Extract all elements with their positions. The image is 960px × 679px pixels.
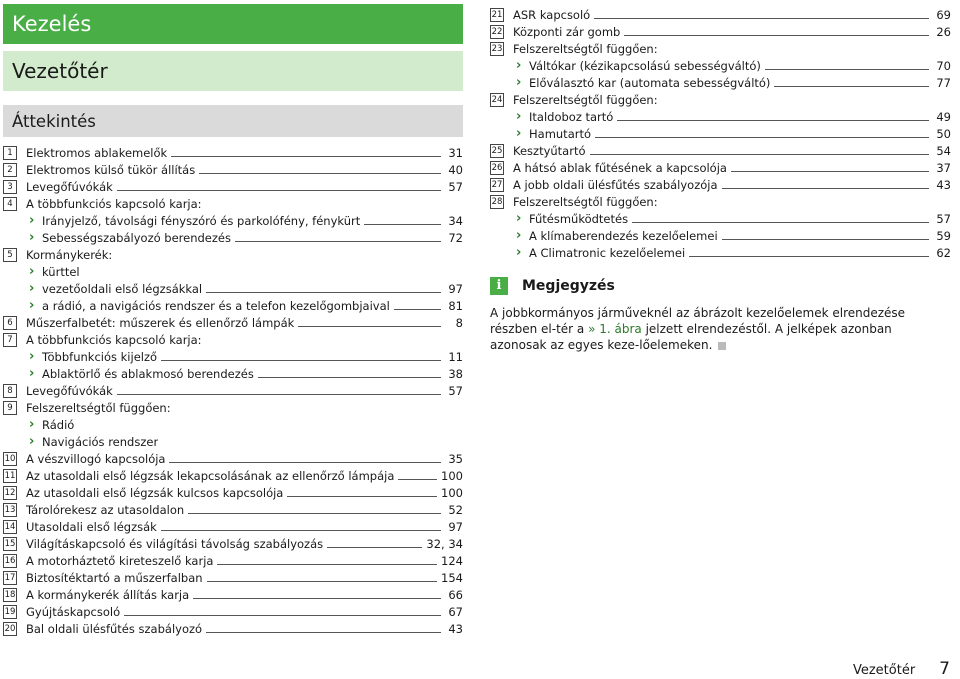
page-ref: 49 <box>936 110 951 124</box>
item-number: 27 <box>491 179 503 190</box>
toc-row[interactable] <box>490 6 951 23</box>
note-text-after: jelzett elrendezéstől. A jelképek azonban azonosak az egyes keze-lőelemeken. <box>490 322 892 352</box>
toc-item-label: Az utasoldali első légzsák kulcsos kapcsolója <box>26 486 284 500</box>
toc-row[interactable] <box>3 552 463 569</box>
toc-row[interactable] <box>3 586 463 603</box>
toc-item-label: Elektromos külső tükör állítás <box>26 163 196 177</box>
toc-row[interactable] <box>490 244 951 261</box>
dot-leader <box>398 479 437 480</box>
toc-item-label: Levegőfúvókák <box>26 384 113 398</box>
toc-item-label: A hátsó ablak fűtésének a kapcsolója <box>513 161 727 175</box>
toc-row[interactable] <box>490 159 951 176</box>
toc-row[interactable] <box>3 280 463 297</box>
section-header <box>3 4 463 44</box>
item-number: 17 <box>4 572 16 583</box>
toc-subitem-label: › Navigációs rendszer <box>26 435 158 450</box>
toc-row[interactable] <box>3 195 463 212</box>
page-ref: 97 <box>448 282 463 296</box>
note-text-before: A jobbkormányos járműveknél az ábrázolt kezelőelemek elrendezése részben el-tér a <box>490 306 906 336</box>
toc-subitem-label: › vezetőoldali első légzsákkal <box>26 282 202 297</box>
right-column <box>490 6 951 353</box>
item-number: 25 <box>491 145 503 156</box>
toc-row[interactable] <box>490 108 951 125</box>
dot-leader <box>78 428 441 429</box>
toc-item-label: Felszereltségtől függően: <box>513 195 658 209</box>
toc-list-right <box>490 6 951 261</box>
toc-row[interactable] <box>3 603 463 620</box>
toc-subitem-label: › kürttel <box>26 265 80 280</box>
dot-leader <box>722 239 929 240</box>
dot-leader <box>364 224 441 225</box>
overview-header <box>3 105 463 137</box>
toc-row[interactable] <box>490 193 951 210</box>
item-number <box>490 59 504 73</box>
toc-row[interactable] <box>3 535 463 552</box>
page-ref: 52 <box>448 503 463 517</box>
page-ref: 97 <box>448 520 463 534</box>
item-number: 28 <box>491 196 503 207</box>
item-number <box>3 418 17 432</box>
toc-row[interactable] <box>3 518 463 535</box>
page-ref: 66 <box>448 588 463 602</box>
page-ref: 77 <box>936 76 951 90</box>
page-ref: 72 <box>448 231 463 245</box>
dot-leader <box>617 120 929 121</box>
item-number: 3 <box>3 180 17 194</box>
toc-item-label: Világításkapcsoló és világítási távolság szabályozás <box>26 537 324 551</box>
toc-row[interactable] <box>3 501 463 518</box>
left-column <box>3 4 463 637</box>
toc-item-label: Műszerfalbetét: műszerek és ellenőrző lámpák <box>26 316 295 330</box>
item-number: 19 <box>4 606 16 617</box>
dot-leader <box>298 326 441 327</box>
item-number: 13 <box>4 504 16 515</box>
page-ref: 43 <box>936 178 951 192</box>
page-ref: 43 <box>448 622 463 636</box>
dot-leader <box>206 632 441 633</box>
toc-row[interactable] <box>3 263 463 280</box>
page-footer <box>853 659 950 679</box>
toc-item-label: A kormánykerék állítás karja <box>26 588 190 602</box>
dot-leader <box>217 564 437 565</box>
dot-leader <box>689 256 929 257</box>
toc-item-label: Az utasoldali első légzsák lekapcsolásának az ellenőrző lámpája <box>26 469 395 483</box>
dot-leader <box>161 530 441 531</box>
page-ref: 50 <box>936 127 951 141</box>
toc-subitem-label: › A klímaberendezés kezelőelemei <box>513 229 718 244</box>
toc-row[interactable] <box>3 212 463 229</box>
dot-leader <box>774 86 929 87</box>
item-number: 4 <box>3 197 17 211</box>
toc-item-label: A vészvillogó kapcsolója <box>26 452 166 466</box>
dot-leader <box>171 156 441 157</box>
toc-row[interactable] <box>3 348 463 365</box>
page-ref: 8 <box>455 316 463 330</box>
note-header <box>490 277 951 295</box>
dot-leader <box>117 394 441 395</box>
toc-row[interactable] <box>3 416 463 433</box>
toc-item-label: Felszereltségtől függően: <box>513 93 658 107</box>
item-number <box>3 265 17 279</box>
item-number <box>3 367 17 381</box>
toc-subitem-label: › Ablaktörlő és ablakmosó berendezés <box>26 367 254 382</box>
page-ref: 100 <box>441 486 463 500</box>
page-ref: 57 <box>448 384 463 398</box>
page-number: 7 <box>939 659 950 679</box>
section-title: Kezelés <box>12 12 92 36</box>
page-ref: 124 <box>441 554 463 568</box>
toc-row[interactable] <box>490 40 951 57</box>
item-number <box>3 214 17 228</box>
overview-title: Áttekintés <box>12 111 96 131</box>
figure-link[interactable]: » 1. ábra <box>588 322 642 336</box>
toc-item-label: Kesztyűtartó <box>513 144 586 158</box>
item-number <box>490 246 504 260</box>
dot-leader <box>188 513 441 514</box>
dot-leader <box>235 241 441 242</box>
page-ref: 32, 34 <box>426 537 463 551</box>
toc-item-label: A többfunkciós kapcsoló karja: <box>26 333 202 347</box>
dot-leader <box>161 360 441 361</box>
item-number <box>3 282 17 296</box>
item-number: 12 <box>4 487 16 498</box>
item-number <box>490 110 504 124</box>
dot-leader <box>169 462 441 463</box>
dot-leader <box>624 35 929 36</box>
item-number <box>3 299 17 313</box>
dot-leader <box>662 205 929 206</box>
toc-item-label: Bal oldali ülésfűtés szabályozó <box>26 622 203 636</box>
toc-subitem-label: › Sebességszabályozó berendezés <box>26 231 231 246</box>
page-ref: 62 <box>936 246 951 260</box>
dot-leader <box>124 615 441 616</box>
item-number: 7 <box>3 333 17 347</box>
page-ref: 37 <box>936 161 951 175</box>
toc-item-label: Kormánykerék: <box>26 248 113 262</box>
dot-leader <box>258 377 441 378</box>
dot-leader <box>199 173 441 174</box>
page-ref: 67 <box>448 605 463 619</box>
item-number: 21 <box>491 9 503 20</box>
toc-subitem-label: › Rádió <box>26 418 74 433</box>
page-ref: 100 <box>441 469 463 483</box>
item-number: 15 <box>4 538 16 549</box>
dot-leader <box>206 343 441 344</box>
dot-leader <box>117 190 441 191</box>
toc-item-label: Gyújtáskapcsoló <box>26 605 121 619</box>
page-ref: 154 <box>441 571 463 585</box>
item-number: 1 <box>3 146 17 160</box>
item-number: 24 <box>491 94 503 105</box>
page-ref: 59 <box>936 229 951 243</box>
dot-leader <box>84 275 441 276</box>
page-ref: 11 <box>448 350 463 364</box>
toc-subitem-label: › A Climatronic kezelőelemei <box>513 246 685 261</box>
toc-item-label: Központi zár gomb <box>513 25 621 39</box>
toc-item-label: A motorháztető kireteszelő karja <box>26 554 214 568</box>
item-number: 22 <box>491 26 503 37</box>
page-ref: 81 <box>448 299 463 313</box>
toc-row[interactable] <box>3 433 463 450</box>
toc-row[interactable] <box>3 144 463 161</box>
item-number: 16 <box>4 555 16 566</box>
toc-item-label: Levegőfúvókák <box>26 180 113 194</box>
toc-item-label: Elektromos ablakemelők <box>26 146 168 160</box>
page-ref: 54 <box>936 144 951 158</box>
toc-row[interactable] <box>3 297 463 314</box>
toc-row[interactable] <box>3 178 463 195</box>
item-number: 8 <box>3 384 17 398</box>
dot-leader <box>722 188 929 189</box>
dot-leader <box>207 581 438 582</box>
dot-leader <box>394 309 441 310</box>
dot-leader <box>662 103 929 104</box>
toc-subitem-label: › Italdoboz tartó <box>513 110 613 125</box>
page-ref: 40 <box>448 163 463 177</box>
toc-row[interactable] <box>490 57 951 74</box>
toc-row[interactable] <box>3 620 463 637</box>
dot-leader <box>206 292 441 293</box>
toc-subitem-label: › Fűtésműködtetés <box>513 212 628 227</box>
note-text <box>490 305 945 353</box>
toc-row[interactable] <box>3 399 463 416</box>
toc-subitem-label: › a rádió, a navigációs rendszer és a telefon kezelőgombjaival <box>26 299 390 314</box>
end-marker-icon <box>718 342 726 350</box>
toc-row[interactable] <box>490 23 951 40</box>
item-number <box>490 76 504 90</box>
toc-row[interactable] <box>490 227 951 244</box>
footer-title: Vezetőtér <box>852 663 916 678</box>
page-ref: 34 <box>448 214 463 228</box>
toc-row[interactable] <box>3 450 463 467</box>
page-ref: 57 <box>448 180 463 194</box>
toc-row[interactable] <box>3 467 463 484</box>
dot-leader <box>731 171 929 172</box>
item-number: 9 <box>3 401 17 415</box>
dot-leader <box>287 496 437 497</box>
toc-item-label: A többfunkciós kapcsoló karja: <box>26 197 202 211</box>
item-number <box>490 127 504 141</box>
dot-leader <box>765 69 929 70</box>
item-number: 11 <box>4 470 16 481</box>
dot-leader <box>590 154 929 155</box>
toc-row[interactable] <box>490 74 951 91</box>
toc-subitem-label: › Váltókar (kézikapcsolású sebességváltó) <box>513 59 761 74</box>
page-ref: 31 <box>448 146 463 160</box>
page-ref: 57 <box>936 212 951 226</box>
item-number: 23 <box>491 43 503 54</box>
item-number: 5 <box>3 248 17 262</box>
toc-item-label: ASR kapcsoló <box>513 8 591 22</box>
toc-row[interactable] <box>3 382 463 399</box>
toc-row[interactable] <box>490 91 951 108</box>
toc-subitem-label: › Előválasztó kar (automata sebességváltó) <box>513 76 770 91</box>
dot-leader <box>595 137 929 138</box>
toc-row[interactable] <box>490 142 951 159</box>
note-title: Megjegyzés <box>522 278 615 294</box>
subsection-header <box>3 51 463 91</box>
dot-leader <box>193 598 441 599</box>
toc-item-label: A jobb oldali ülésfűtés szabályozója <box>513 178 718 192</box>
page-ref: 38 <box>448 367 463 381</box>
toc-row[interactable] <box>3 331 463 348</box>
toc-row[interactable] <box>3 569 463 586</box>
toc-item-label: Biztosítéktartó a műszerfalban <box>26 571 203 585</box>
item-number <box>490 212 504 226</box>
toc-list-left <box>3 144 463 637</box>
item-number <box>3 435 17 449</box>
dot-leader <box>116 258 441 259</box>
toc-row[interactable] <box>3 484 463 501</box>
toc-subitem-label: › Irányjelző, távolsági fényszóró és parkolófény, fénykürt <box>26 214 360 229</box>
toc-row[interactable] <box>3 246 463 263</box>
info-icon: i <box>490 277 508 295</box>
item-number: 18 <box>4 589 16 600</box>
item-number <box>490 229 504 243</box>
toc-item-label: Felszereltségtől függően: <box>513 42 658 56</box>
page-ref: 70 <box>936 59 951 73</box>
dot-leader <box>162 445 441 446</box>
dot-leader <box>327 547 422 548</box>
toc-row[interactable] <box>490 125 951 142</box>
toc-row[interactable] <box>490 210 951 227</box>
toc-item-label: Tárolórekesz az utasoldalon <box>26 503 185 517</box>
page-ref: 35 <box>448 452 463 466</box>
toc-row[interactable] <box>3 365 463 382</box>
toc-row[interactable] <box>3 314 463 331</box>
toc-subitem-label: › Többfunkciós kijelző <box>26 350 157 365</box>
toc-subitem-label: › Hamutartó <box>513 127 591 142</box>
dot-leader <box>594 18 929 19</box>
toc-item-label: Felszereltségtől függően: <box>26 401 171 415</box>
item-number: 2 <box>3 163 17 177</box>
dot-leader <box>662 52 929 53</box>
item-number <box>3 231 17 245</box>
dot-leader <box>632 222 929 223</box>
dot-leader <box>206 207 441 208</box>
toc-row[interactable] <box>490 176 951 193</box>
toc-item-label: Utasoldali első légzsák <box>26 520 157 534</box>
subsection-title: Vezetőtér <box>12 59 108 83</box>
item-number: 26 <box>491 162 503 173</box>
item-number: 10 <box>4 453 16 464</box>
item-number: 20 <box>4 623 16 634</box>
item-number: 6 <box>3 316 17 330</box>
page-ref: 26 <box>936 25 951 39</box>
toc-row[interactable] <box>3 229 463 246</box>
dot-leader <box>175 411 441 412</box>
item-number: 14 <box>4 521 16 532</box>
toc-row[interactable] <box>3 161 463 178</box>
item-number <box>3 350 17 364</box>
page-ref: 69 <box>936 8 951 22</box>
